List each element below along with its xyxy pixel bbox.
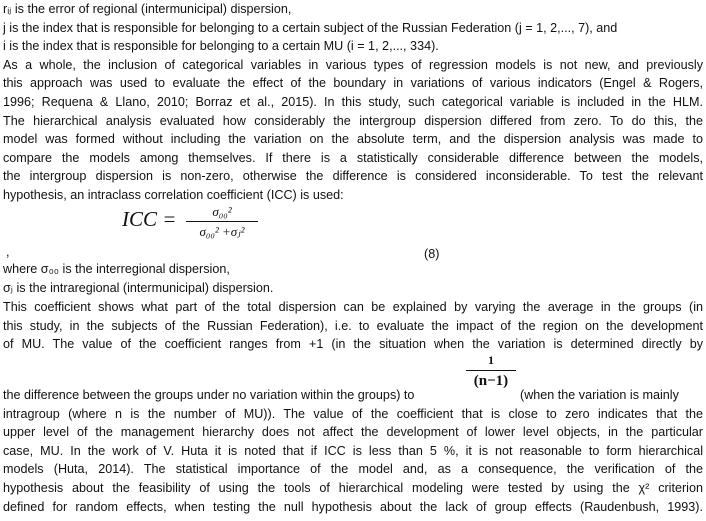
text-line: j is the index that is responsible for belonging to a certain subject of the Russian Federation (j = 1, 2,..., 7), and bbox=[3, 20, 618, 35]
text-line: intragroup (where n is the number of MU)). The value of the coefficient that is close to zero indicates that the bbox=[3, 406, 703, 421]
text-line: case, MU. In the work of V. Huta it is noted that if ICC is less than 5 %, it is not reasonable to form hierarchical bbox=[3, 443, 703, 458]
text-line: where σ₀₀ is the interregional dispersion, bbox=[3, 262, 230, 276]
text-line: hypothesis, an intraclass correlation coefficient (ICC) is used: bbox=[3, 188, 344, 202]
equation-number: (8) bbox=[424, 247, 440, 261]
text-line: σⱼ is the intraregional (intermunicipal) dispersion. bbox=[3, 281, 274, 295]
equation-fraction bbox=[186, 204, 258, 240]
equation-comma: , bbox=[6, 245, 10, 259]
text-line: upper level of the management hierarchy does not affect the development of lower level objects, in the particular bbox=[3, 425, 703, 440]
text-line: the intergroup dispersion is non-zero, otherwise the difference is considered inconsiderable. To test the relevant bbox=[3, 169, 703, 184]
fraction-bar bbox=[186, 221, 258, 222]
equation-lhs: ICC = bbox=[122, 207, 177, 231]
text-line: The hierarchical analysis evaluated how considerably the intergroup dispersion differed from zero. To do this, the bbox=[3, 113, 703, 128]
text-line: of MU. The value of the coefficient ranges from +1 (in the situation when the variation is determined directly by bbox=[3, 337, 703, 352]
text-line: 1996; Requena & Llano, 2010; Borraz et al., 2015). In this study, such categorical variable is included in the HLM. bbox=[3, 95, 703, 109]
text-line: hypothesis about the feasibility of using the tools of hierarchical modeling were tested by using the χ² criterion bbox=[3, 481, 703, 495]
text-line: models (Huta, 2014). The statistical importance of the model and, as a consequence, the verification of the bbox=[3, 462, 703, 477]
text-line: (when the variation is mainly bbox=[520, 388, 679, 402]
inline-fraction-numerator: 1 bbox=[488, 353, 494, 367]
text-line: i is the index that is responsible for belonging to a certain MU (i = 1, 2,..., 334). bbox=[3, 39, 439, 54]
inline-fraction-denominator: (n−1) bbox=[473, 373, 509, 389]
inline-fraction bbox=[466, 353, 516, 389]
inline-fraction-bar bbox=[466, 370, 516, 371]
text-line: This coefficient shows what part of the total dispersion can be explained by varying the average in the groups (in bbox=[3, 300, 703, 314]
text-line: this study, in the subjects of the Russian Federation), i.e. to evaluate the impact of the region on the development bbox=[3, 318, 703, 333]
text-line: defined for random effects, when testing the null hypothesis about the lack of group effects (Raudenbush, 1993). bbox=[3, 499, 703, 514]
equation-numerator: σ₀₀² bbox=[212, 204, 232, 219]
text-line: this approach was used to evaluate the effect of the boundary in variations of various indicators (Engel & Rogers, bbox=[3, 76, 703, 91]
equation-denominator: σ₀₀² +σⱼ² bbox=[199, 224, 245, 239]
text-line: rᵢⱼ is the error of regional (intermunicipal) dispersion, bbox=[3, 2, 292, 16]
text-line: compare the models among themselves. If there is a statistically considerable difference between the models, bbox=[3, 150, 703, 165]
text-line: the difference between the groups under no variation within the groups) to bbox=[3, 388, 415, 402]
text-line: As a whole, the inclusion of categorical variables in various types of regression models is not new, and previously bbox=[3, 57, 703, 72]
text-line: model was formed without including the variation on the absolute term, and the dispersion analysis was made to bbox=[3, 132, 703, 147]
